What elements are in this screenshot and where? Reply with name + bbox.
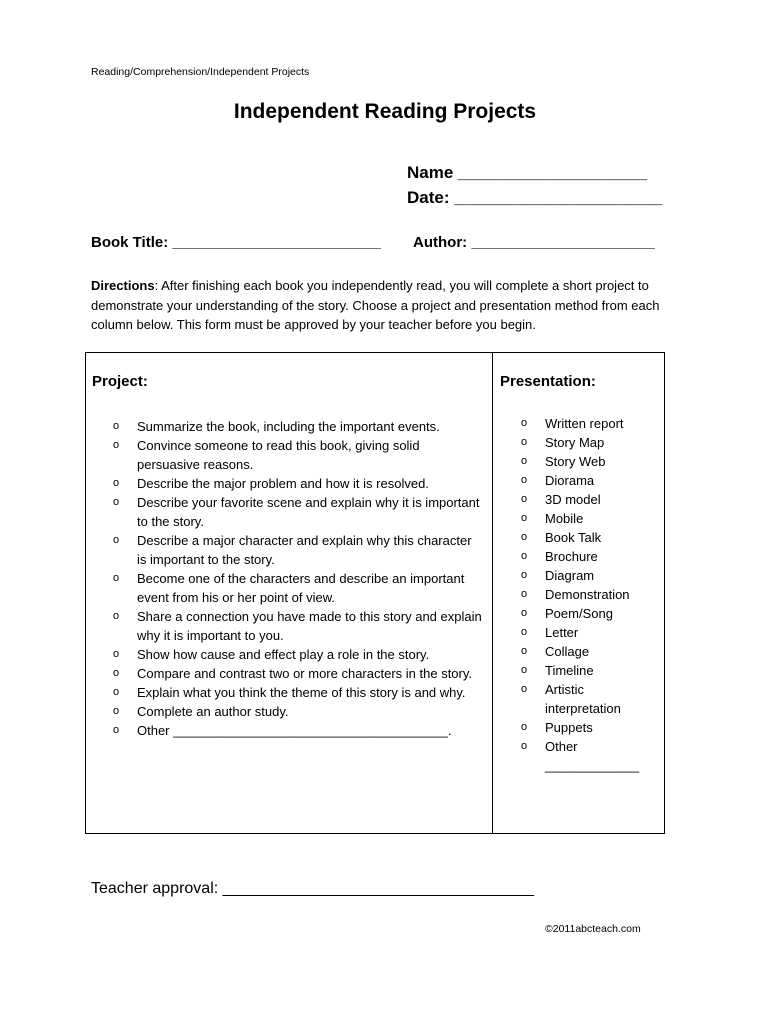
bullet-icon: o xyxy=(113,534,120,546)
presentation-option[interactable] xyxy=(521,566,661,585)
bullet-icon: o xyxy=(521,417,528,429)
presentation-option[interactable] xyxy=(521,623,661,642)
project-option-text: Other ______________________________________. xyxy=(137,723,452,738)
bullet-icon: o xyxy=(521,588,528,600)
bullet-icon: o xyxy=(521,721,528,733)
project-option[interactable] xyxy=(113,607,483,645)
presentation-option-text: Artistic interpretation xyxy=(545,682,621,716)
presentation-option-text: Collage xyxy=(545,644,590,659)
bullet-icon: o xyxy=(113,477,120,489)
presentation-option-text: Other _____________ xyxy=(545,739,639,773)
bullet-icon: o xyxy=(521,493,528,505)
project-option-text: Compare and contrast two or more characters in the story. xyxy=(137,666,473,681)
project-option-text: Describe the major problem and how it is resolved. xyxy=(137,476,429,491)
book-title-field[interactable]: Book Title: _________________________ xyxy=(91,234,381,251)
presentation-option-text: Demonstration xyxy=(545,587,630,602)
breadcrumb: Reading/Comprehension/Independent Projects xyxy=(91,66,310,78)
directions xyxy=(91,276,691,335)
presentation-list xyxy=(521,414,661,775)
presentation-option-text: Book Talk xyxy=(545,530,602,545)
bullet-icon: o xyxy=(113,496,120,508)
copyright: ©2011abcteach.com xyxy=(545,923,641,935)
project-option-text: Convince someone to read this book, giving solid persuasive reasons. xyxy=(137,438,420,472)
project-option[interactable] xyxy=(113,417,483,436)
project-option[interactable] xyxy=(113,569,483,607)
presentation-option-text: Diagram xyxy=(545,568,595,583)
presentation-heading: Presentation: xyxy=(500,373,596,390)
project-option[interactable] xyxy=(113,664,483,683)
bullet-icon: o xyxy=(521,664,528,676)
bullet-icon: o xyxy=(521,436,528,448)
author-field[interactable]: Author: ______________________ xyxy=(413,234,655,251)
project-option-text: Describe a major character and explain why this character is important to the story. xyxy=(137,533,472,567)
project-option-text: Share a connection you have made to this story and explain why it is important to you. xyxy=(137,609,482,643)
presentation-option-text: 3D model xyxy=(545,492,601,507)
directions-label: Directions xyxy=(91,278,155,293)
project-option-text: Summarize the book, including the important events. xyxy=(137,419,440,434)
presentation-option[interactable] xyxy=(521,642,661,661)
project-option-text: Explain what you think the theme of this story is and why. xyxy=(137,685,466,700)
presentation-option[interactable] xyxy=(521,452,661,471)
bullet-icon: o xyxy=(521,455,528,467)
presentation-option[interactable] xyxy=(521,414,661,433)
presentation-option-text: Written report xyxy=(545,416,624,431)
bullet-icon: o xyxy=(521,531,528,543)
bullet-icon: o xyxy=(521,569,528,581)
bullet-icon: o xyxy=(113,572,120,584)
project-option[interactable] xyxy=(113,702,483,721)
name-field[interactable]: Name ____________________ xyxy=(407,163,648,182)
presentation-option[interactable] xyxy=(521,471,661,490)
bullet-icon: o xyxy=(113,420,120,432)
presentation-option-text: Letter xyxy=(545,625,579,640)
project-list xyxy=(113,417,483,740)
directions-text: : After finishing each book you independently read, you will complete a short project to demonstrate your understanding of the story. Choose a project and presentation method from each column below. This form must be approved by your teacher before you begin. xyxy=(91,278,660,332)
presentation-option[interactable] xyxy=(521,680,661,718)
project-option[interactable] xyxy=(113,683,483,702)
presentation-option[interactable] xyxy=(521,433,661,452)
presentation-option-text: Mobile xyxy=(545,511,584,526)
project-heading: Project: xyxy=(92,373,148,390)
bullet-icon: o xyxy=(113,667,120,679)
presentation-option[interactable] xyxy=(521,509,661,528)
bullet-icon: o xyxy=(113,439,120,451)
project-option-text: Complete an author study. xyxy=(137,704,289,719)
presentation-option-text: Diorama xyxy=(545,473,595,488)
presentation-option-text: Poem/Song xyxy=(545,606,613,621)
project-option-text: Show how cause and effect play a role in the story. xyxy=(137,647,430,662)
column-divider xyxy=(492,352,493,833)
bullet-icon: o xyxy=(521,645,528,657)
presentation-option[interactable] xyxy=(521,585,661,604)
presentation-option[interactable] xyxy=(521,490,661,509)
project-option[interactable] xyxy=(113,436,483,474)
page-title: Independent Reading Projects xyxy=(233,100,537,123)
bullet-icon: o xyxy=(521,683,528,695)
presentation-option-text: Story Web xyxy=(545,454,606,469)
project-option-other[interactable] xyxy=(113,721,483,740)
bullet-icon: o xyxy=(521,550,528,562)
presentation-option[interactable] xyxy=(521,661,661,680)
presentation-option[interactable] xyxy=(521,718,661,737)
project-option-text: Describe your favorite scene and explain why it is important to the story. xyxy=(137,495,480,529)
bullet-icon: o xyxy=(521,607,528,619)
bullet-icon: o xyxy=(521,626,528,638)
bullet-icon: o xyxy=(113,610,120,622)
bullet-icon: o xyxy=(113,686,120,698)
bullet-icon: o xyxy=(521,740,528,752)
bullet-icon: o xyxy=(113,705,120,717)
project-option[interactable] xyxy=(113,645,483,664)
presentation-option-other[interactable] xyxy=(521,737,661,775)
presentation-option-text: Puppets xyxy=(545,720,593,735)
presentation-option-text: Story Map xyxy=(545,435,605,450)
project-option[interactable] xyxy=(113,531,483,569)
bullet-icon: o xyxy=(113,648,120,660)
teacher-approval-field[interactable]: Teacher approval: ___________________________________ xyxy=(91,880,535,897)
presentation-option-text: Timeline xyxy=(545,663,594,678)
bullet-icon: o xyxy=(521,474,528,486)
presentation-option[interactable] xyxy=(521,547,661,566)
bullet-icon: o xyxy=(113,724,120,736)
project-option[interactable] xyxy=(113,474,483,493)
presentation-option-text: Brochure xyxy=(545,549,598,564)
presentation-option[interactable] xyxy=(521,528,661,547)
project-option[interactable] xyxy=(113,493,483,531)
date-field[interactable]: Date: ______________________ xyxy=(407,188,663,207)
presentation-option[interactable] xyxy=(521,604,661,623)
bullet-icon: o xyxy=(521,512,528,524)
project-option-text: Become one of the characters and describe an important event from his or her point of view. xyxy=(137,571,465,605)
